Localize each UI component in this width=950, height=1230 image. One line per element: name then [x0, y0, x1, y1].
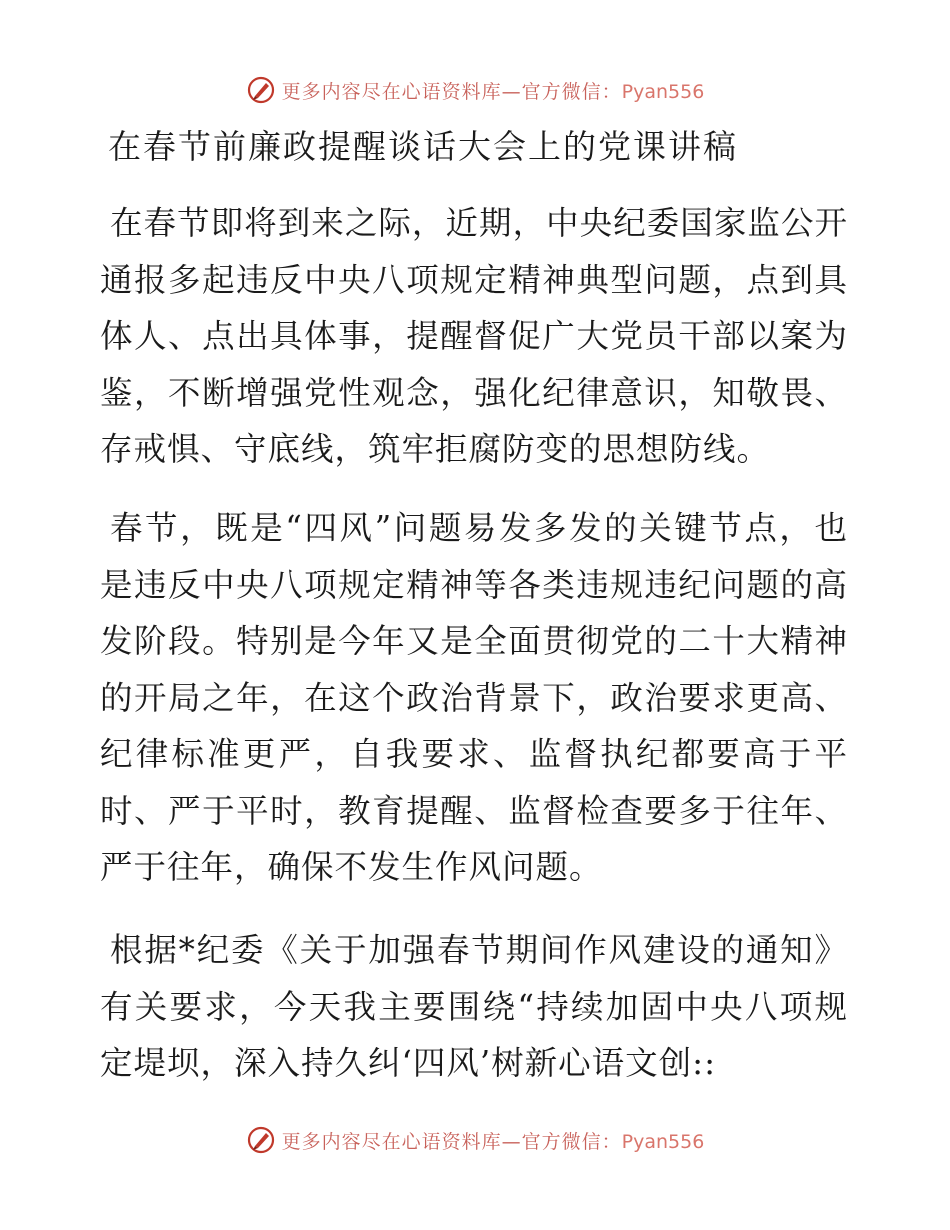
watermark-id: Pyan556 — [621, 1130, 705, 1153]
pen-logo-icon — [246, 75, 276, 105]
document-title: 在春节前廉政提醒谈话大会上的党课讲稿 — [108, 127, 738, 166]
watermark-text: 更多内容尽在心语资料库—官方微信：Pyan556 — [281, 1130, 705, 1153]
watermark-banner-bottom — [0, 1120, 950, 1160]
paragraph-2: 春节，既是“四风”问题易发多发的关键节点，也是违反中央八项规定精神等各类违规违纪问题的高发阶段。特别是今年又是全面贯彻党的二十大精神的开局之年，在这个政治背景下，政治要求更高、纪律标准更严，自我要求、监督执纪都要高于平时、严于平时，教育提醒、监督检查要多于往年、严于往年，确保不发生作风问题。 — [100, 509, 848, 886]
paragraph-3: 根据*纪委《关于加强春节期间作风建设的通知》有关要求，今天我主要围绕“持续加固中央八项规定堤坝，深入持久纠‘四风’树新心语文创:: — [100, 931, 848, 1082]
watermark-id: Pyan556 — [621, 80, 705, 103]
watermark-text: 更多内容尽在心语资料库—官方微信：Pyan556 — [281, 80, 705, 103]
watermark-banner-top — [0, 70, 950, 110]
paragraph-1: 在春节即将到来之际，近期，中央纪委国家监公开通报多起违反中央八项规定精神典型问题，点到具体人、点出具体事，提醒督促广大党员干部以案为鉴，不断增强党性观念，强化纪律意识，知敬畏、存戒惧、守底线，筑牢拒腐防变的思想防线。 — [100, 204, 848, 468]
pen-logo-icon — [246, 1125, 276, 1155]
